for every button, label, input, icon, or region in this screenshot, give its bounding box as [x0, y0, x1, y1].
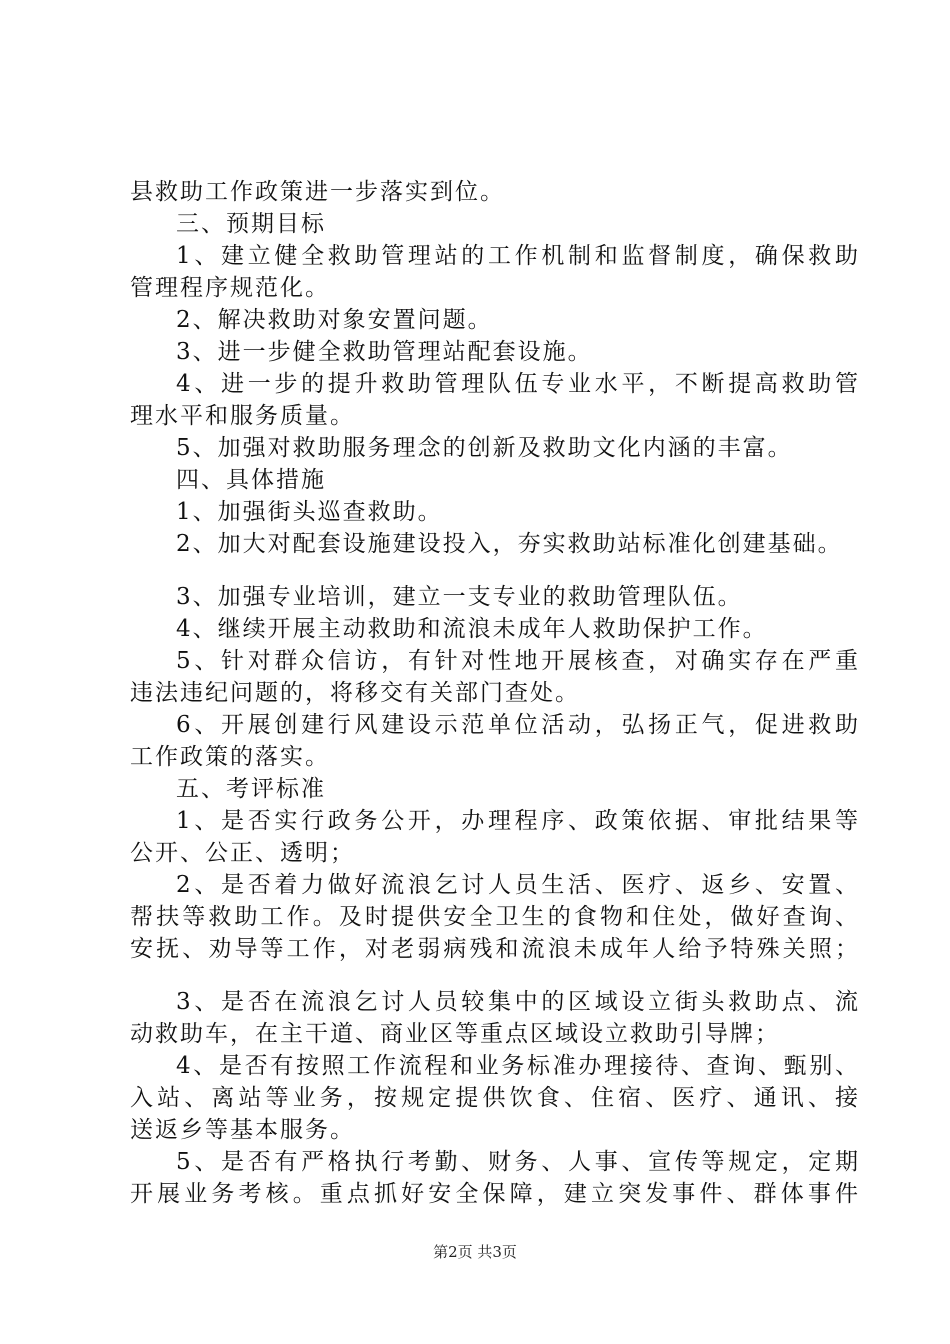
text-line: 工作政策的落实。 — [130, 744, 330, 770]
text-line: 1、是否实行政务公开，办理程序、政策依据、审批结果等 — [176, 808, 860, 834]
page-number-footer: 第2页 共3页 — [433, 1243, 517, 1261]
text-line: 违法违纪问题的，将移交有关部门查处。 — [130, 680, 580, 706]
text-line: 4、进一步的提升救助管理队伍专业水平，不断提高救助管 — [176, 371, 860, 397]
text-line: 4、是否有按照工作流程和业务标准办理接待、查询、甄别、 — [176, 1053, 860, 1079]
text-line: 5、是否有严格执行考勤、财务、人事、宣传等规定，定期 — [176, 1149, 860, 1175]
text-line: 开展业务考核。重点抓好安全保障，建立突发事件、群体事件 — [130, 1181, 860, 1207]
text-line: 公开、公正、透明； — [130, 840, 355, 866]
text-line: 4、继续开展主动救助和流浪未成年人救助保护工作。 — [176, 616, 768, 642]
text-line: 县救助工作政策进一步落实到位。 — [130, 179, 505, 205]
text-line: 2、是否着力做好流浪乞讨人员生活、医疗、返乡、安置、 — [176, 872, 860, 898]
text-line: 3、加强专业培训，建立一支专业的救助管理队伍。 — [176, 584, 743, 610]
text-line: 2、加大对配套设施建设投入，夯实救助站标准化创建基础。 — [176, 531, 843, 557]
text-line: 1、建立健全救助管理站的工作机制和监督制度，确保救助 — [176, 243, 860, 269]
text-line: 3、进一步健全救助管理站配套设施。 — [176, 339, 593, 365]
section-heading: 三、预期目标 — [176, 211, 326, 237]
text-line: 动救助车，在主干道、商业区等重点区域设立救助引导牌； — [130, 1021, 780, 1047]
text-line: 送返乡等基本服务。 — [130, 1117, 355, 1143]
text-line: 1、加强街头巡查救助。 — [176, 499, 443, 525]
text-line: 6、开展创建行风建设示范单位活动，弘扬正气，促进救助 — [176, 712, 860, 738]
text-line: 安抚、劝导等工作，对老弱病残和流浪未成年人给予特殊关照； — [130, 936, 860, 962]
text-line: 理水平和服务质量。 — [130, 403, 355, 429]
blank-line — [130, 560, 860, 581]
text-line: 5、针对群众信访，有针对性地开展核查，对确实存在严重 — [176, 648, 860, 674]
text-line: 2、解决救助对象安置问题。 — [176, 307, 493, 333]
text-line: 管理程序规范化。 — [130, 275, 330, 301]
text-line: 帮扶等救助工作。及时提供安全卫生的食物和住处，做好查询、 — [130, 904, 860, 930]
text-line: 3、是否在流浪乞讨人员较集中的区域设立街头救助点、流 — [176, 989, 860, 1015]
document-body — [130, 176, 860, 1210]
section-heading: 五、考评标准 — [176, 776, 326, 802]
blank-line — [130, 965, 860, 986]
text-line: 5、加强对救助服务理念的创新及救助文化内涵的丰富。 — [176, 435, 793, 461]
section-heading: 四、具体措施 — [176, 467, 326, 493]
text-line: 入站、离站等业务，按规定提供饮食、住宿、医疗、通讯、接 — [130, 1085, 860, 1111]
